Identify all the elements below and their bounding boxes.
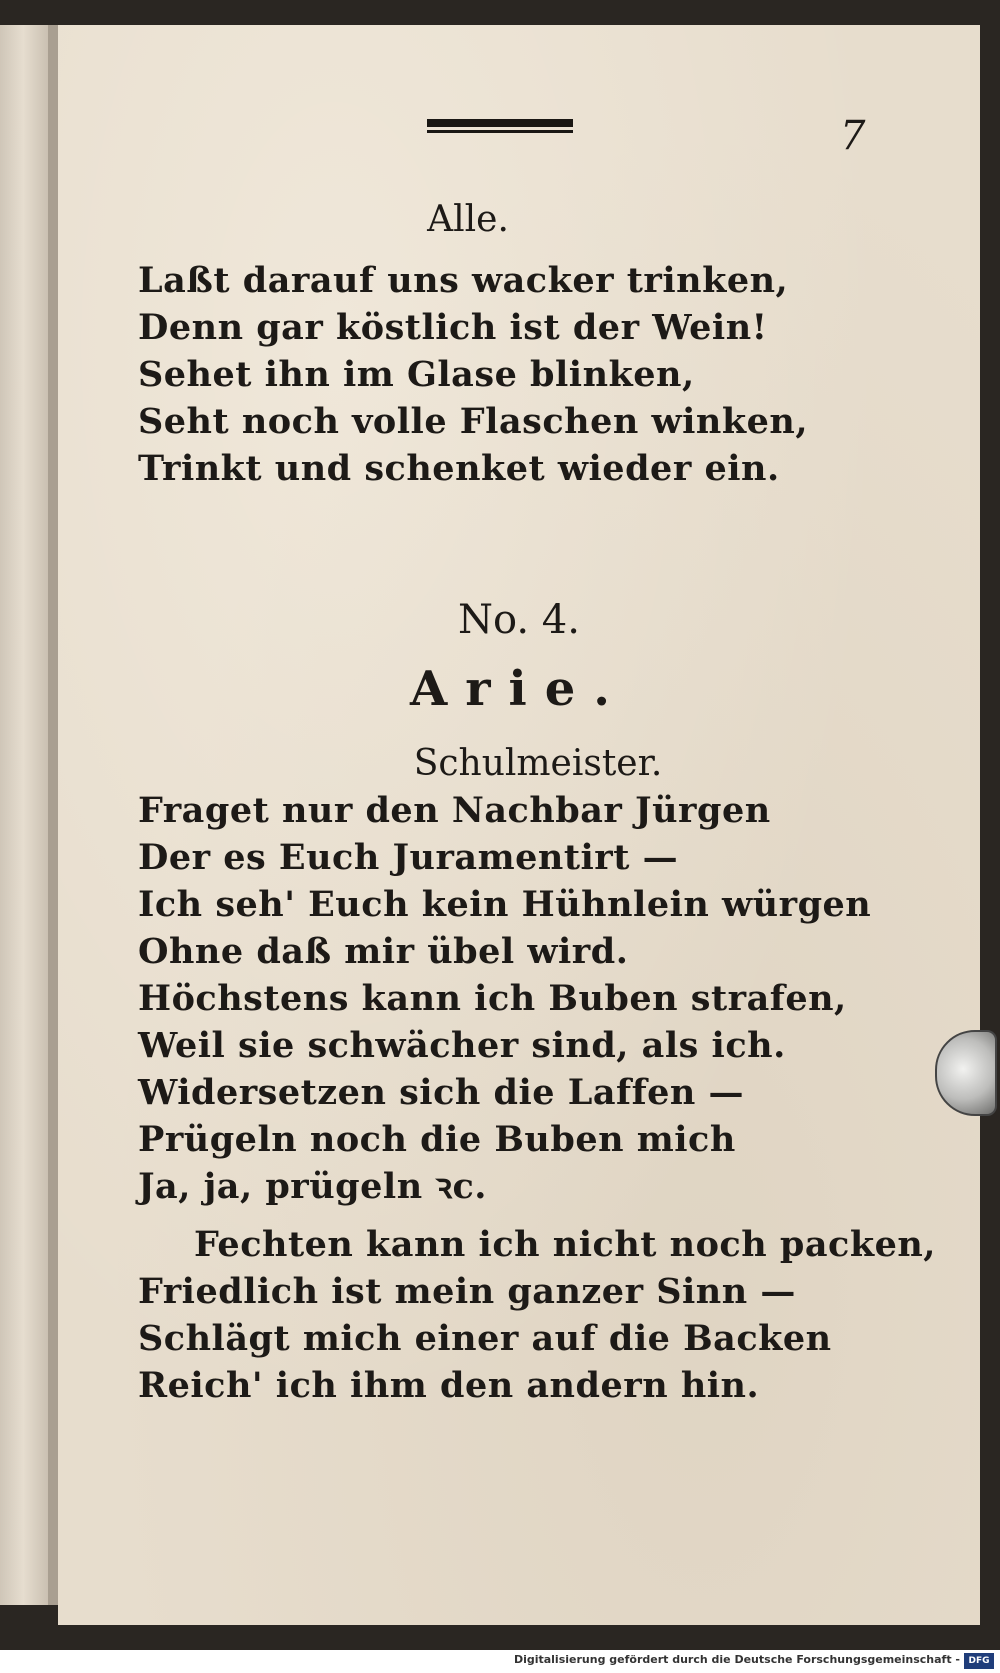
aria-heading: Arie. (409, 661, 628, 717)
verse-line: Widersetzen sich die Laffen — (138, 1072, 745, 1113)
verse-line: Der es Euch Juramentirt — (138, 837, 679, 878)
ornamental-rule (427, 119, 573, 135)
verse-line: Seht noch volle Flaschen winken, (138, 401, 809, 442)
number-heading: No. 4. (458, 597, 580, 643)
verse-line: Fechten kann ich nicht noch packen, (194, 1224, 936, 1265)
verse-line: Schlägt mich einer auf die Backen (138, 1318, 832, 1359)
book-page (58, 25, 980, 1625)
verse-line: Ja, ja, prügeln ꝛc. (138, 1166, 487, 1207)
dfg-logo: DFG (964, 1653, 994, 1669)
funding-notice: Digitalisierung gefördert durch die Deutsche Forschungsgemeinschaft - (513, 1653, 960, 1666)
verse-stanza-2 (138, 1221, 936, 1409)
verse-stanza-1 (138, 787, 871, 1210)
verse-line: Laßt darauf uns wacker trinken, (138, 260, 789, 301)
verse-line: Höchstens kann ich Buben strafen, (138, 978, 847, 1019)
verse-line: Prügeln noch die Buben mich (138, 1119, 736, 1160)
verse-line: Trinkt und schenket wieder ein. (138, 448, 780, 489)
spine-edge (48, 25, 58, 1605)
verse-line: Denn gar köstlich ist der Wein! (138, 307, 768, 348)
page-number: 7 (840, 113, 866, 159)
verse-line: Ohne daß mir übel wird. (138, 931, 629, 972)
verse-line: Weil sie schwächer sind, als ich. (138, 1025, 786, 1066)
verse-line: Reich' ich ihm den andern hin. (138, 1365, 760, 1406)
verse-line: Friedlich ist mein ganzer Sinn — (138, 1271, 796, 1312)
verse-chorus (138, 257, 808, 492)
verse-line: Fraget nur den Nachbar Jürgen (138, 790, 771, 831)
footer-bar (0, 1650, 1000, 1673)
speaker-alle: Alle. (427, 199, 509, 240)
speaker-schulmeister: Schulmeister. (413, 743, 663, 784)
verse-line: Ich seh' Euch kein Hühnlein würgen (138, 884, 872, 925)
verse-line: Sehet ihn im Glase blinken, (138, 354, 695, 395)
